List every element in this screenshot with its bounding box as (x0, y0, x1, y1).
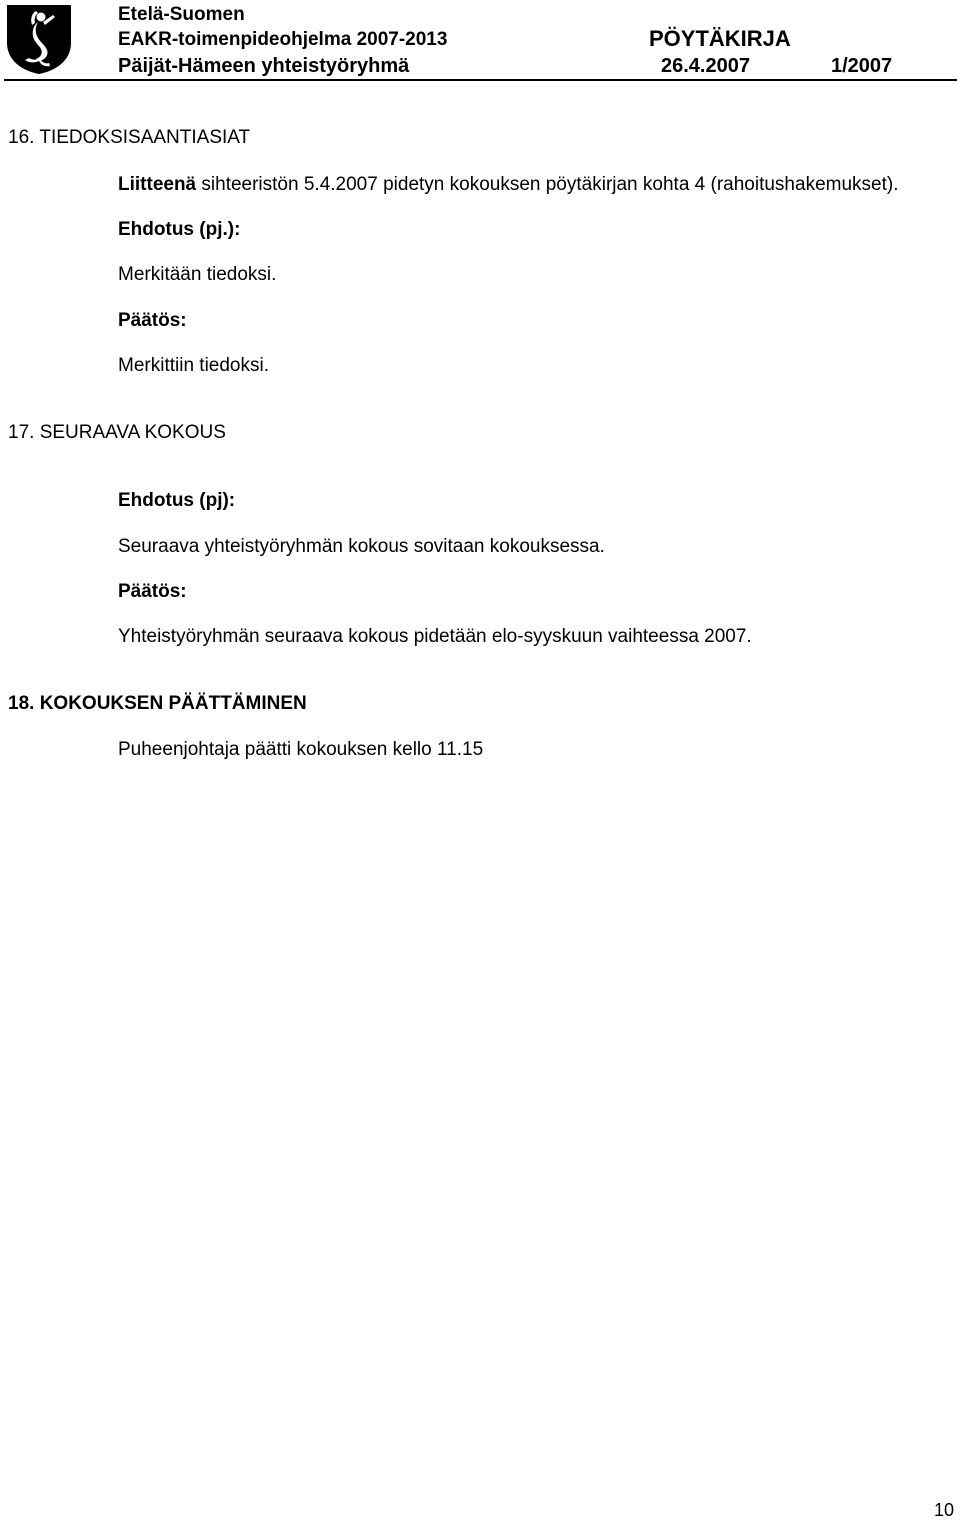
section-18-text: Puheenjohtaja päätti kokouksen kello 11.15 (118, 739, 484, 760)
section-17-decision-text: Yhteistyöryhmän seuraava kokous pidetään elo-syyskuun vaihteessa 2007. (118, 626, 752, 647)
document-type: PÖYTÄKIRJA (649, 26, 791, 51)
section-16-decision-text: Merkittiin tiedoksi. (118, 355, 269, 376)
attachment-text: sihteeristön 5.4.2007 pidetyn kokouksen pöytäkirjan kohta 4 (rahoitushakemukset). (201, 174, 899, 195)
section-17-decision-label: Päätös: (118, 581, 187, 602)
section-17-heading: 17. SEURAAVA KOKOUS (8, 422, 226, 443)
section-18-heading: 18. KOKOUKSEN PÄÄTTÄMINEN (8, 693, 307, 714)
org-name-line1: Etelä-Suomen (118, 4, 245, 25)
meeting-date: 26.4.2007 (661, 55, 750, 77)
page-number: 10 (934, 1500, 955, 1520)
section-16-heading: 16. TIEDOKSISAANTIASIAT (8, 127, 251, 148)
section-16-attachment (118, 174, 898, 196)
attachment-label: Liitteenä (118, 174, 197, 195)
minutes-number: 1/2007 (831, 55, 893, 77)
section-17-proposal-label: Ehdotus (pj): (118, 490, 236, 511)
org-name-line2: EAKR-toimenpideohjelma 2007-2013 (118, 29, 448, 50)
section-17-proposal-text: Seuraava yhteistyöryhmän kokous sovitaan kokouksessa. (118, 536, 605, 557)
header-divider (4, 79, 957, 81)
section-16-proposal-label: Ehdotus (pj.): (118, 219, 241, 240)
section-16-proposal-text: Merkitään tiedoksi. (118, 264, 277, 285)
section-16-decision-label: Päätös: (118, 310, 187, 331)
mermaid-coat-of-arms-icon (5, 3, 73, 75)
org-name-line3: Päijät-Hämeen yhteistyöryhmä (118, 55, 410, 77)
